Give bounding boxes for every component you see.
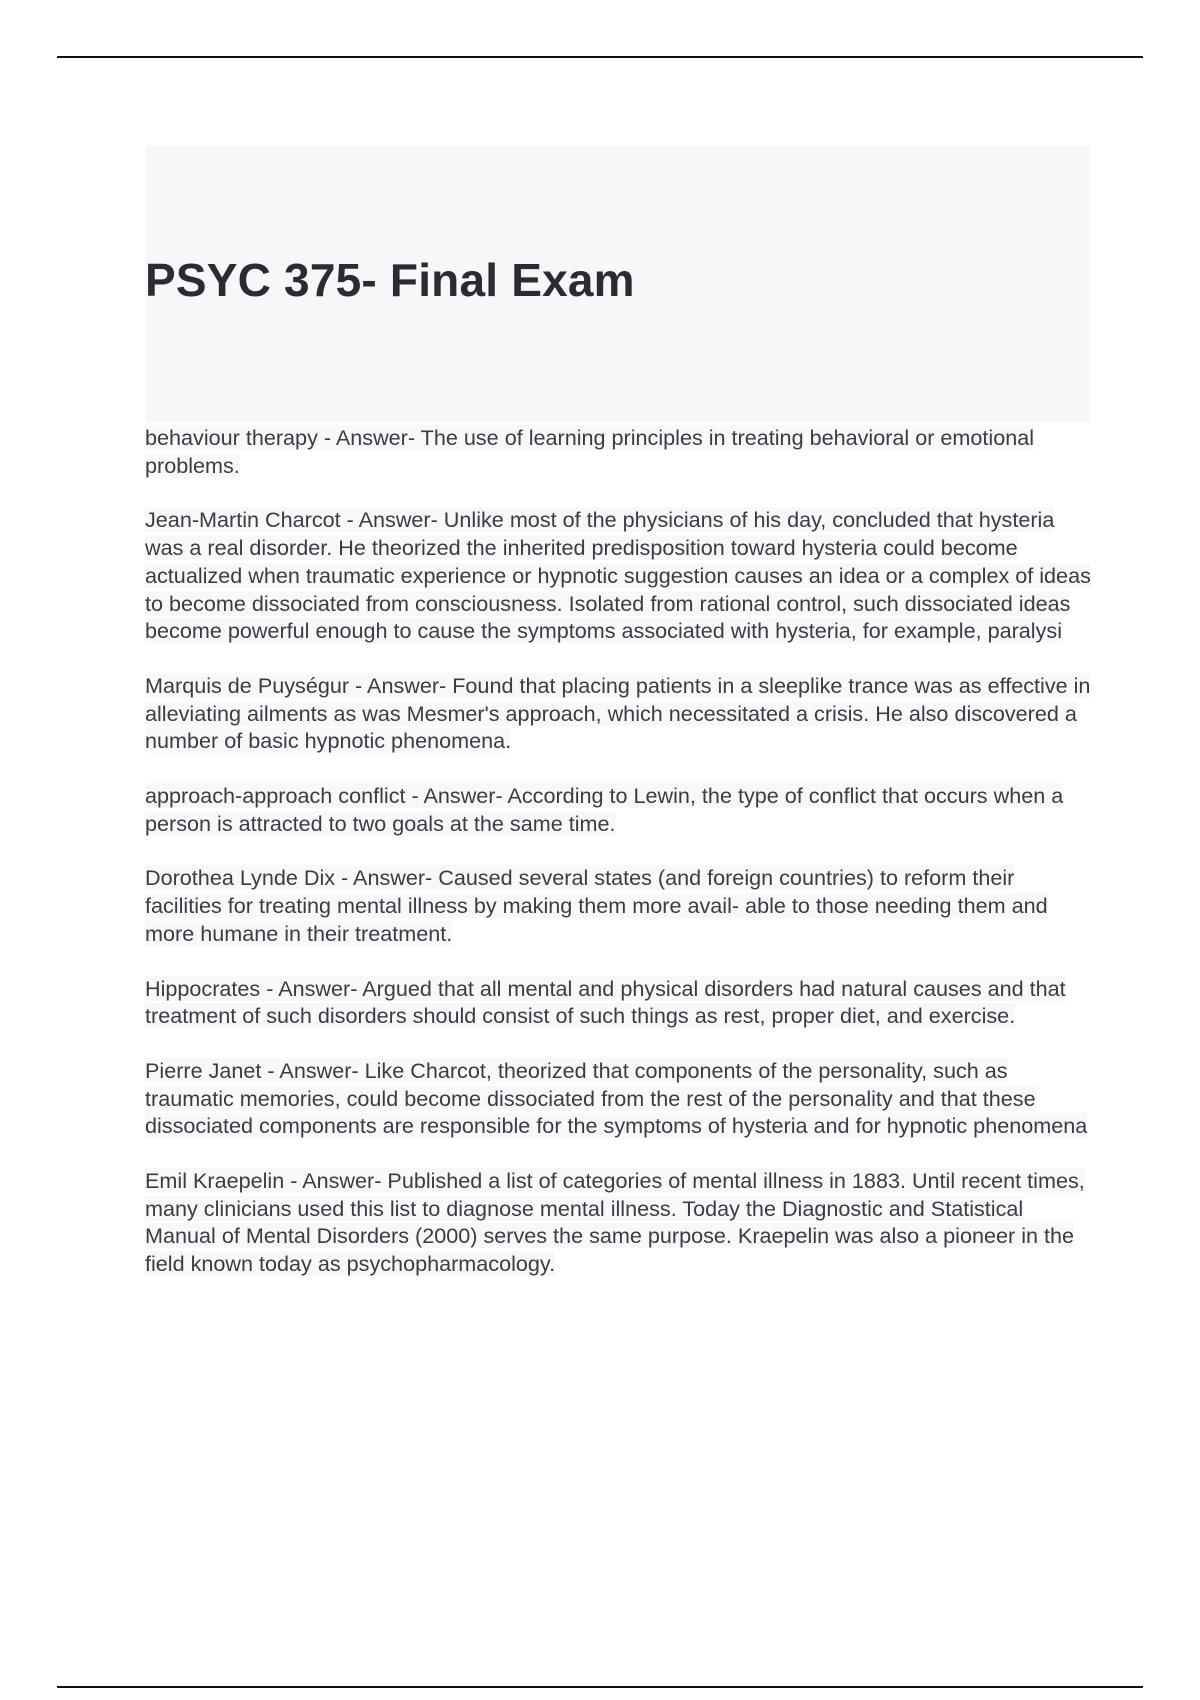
title-block — [145, 145, 1089, 423]
flashcard-entry — [145, 975, 1095, 1030]
entry-text: Hippocrates - Answer- Argued that all mental and physical disorders had natural causes and that treatment of such disorders should consist of such things as rest, proper diet, and exercise. — [145, 975, 1066, 1029]
top-rule — [57, 56, 1143, 58]
flashcard-entry — [145, 672, 1095, 755]
entry-text: Pierre Janet - Answer- Like Charcot, theorized that components of the personality, such as traumatic memories, could become dissociated from the rest of the personality and that these dissociated components are responsible for the symptoms of hysteria and for hypnotic phenomena — [145, 1057, 1088, 1139]
flashcard-entry — [145, 506, 1095, 645]
flashcard-entry — [145, 1057, 1095, 1140]
entry-text: Emil Kraepelin - Answer- Published a list of categories of mental illness in 1883. Until recent times, many clinicians used this list to diagnose mental illness. Today the Diagnostic and Statistical Manual of Mental Disorders (2000) serves the same purpose. Kraepelin was also a pioneer in the field known today as psychopharmacology. — [145, 1168, 1085, 1277]
flashcard-entry — [145, 424, 1095, 479]
flashcard-list — [145, 424, 1095, 1305]
flashcard-entry — [145, 1167, 1095, 1278]
flashcard-entry — [145, 782, 1095, 837]
flashcard-entry — [145, 864, 1095, 947]
entry-text: approach-approach conflict - Answer- According to Lewin, the type of conflict that occurs when a person is attracted to two goals at the same time. — [145, 783, 1064, 836]
entry-text: Marquis de Puységur - Answer- Found that placing patients in a sleeplike trance was as effective in alleviating ailments as was Mesmer's approach, which necessitated a crisis. He also discovered a number of basic hypnotic phenomena. — [145, 672, 1091, 754]
entry-text: Dorothea Lynde Dix - Answer- Caused several states (and foreign countries) to reform their facilities for treating mental illness by making them more avail- able to those needing them and more humane in their treatment. — [145, 865, 1048, 946]
entry-text: behaviour therapy - Answer- The use of learning principles in treating behavioral or emotional problems. — [145, 425, 1035, 478]
page-title: PSYC 375- Final Exam — [145, 254, 635, 306]
bottom-rule — [57, 1686, 1143, 1688]
entry-text: Jean-Martin Charcot - Answer- Unlike most of the physicians of his day, concluded that hysteria was a real disorder. He theorized the inherited predisposition toward hysteria could become actualized when traumatic experience or hypnotic suggestion causes an idea or a complex of ideas to become dissociated from consciousness. Isolated from rational control, such dissociated ideas become powerful enough to cause the symptoms associated with hysteria, for example, paralysi — [145, 507, 1091, 644]
